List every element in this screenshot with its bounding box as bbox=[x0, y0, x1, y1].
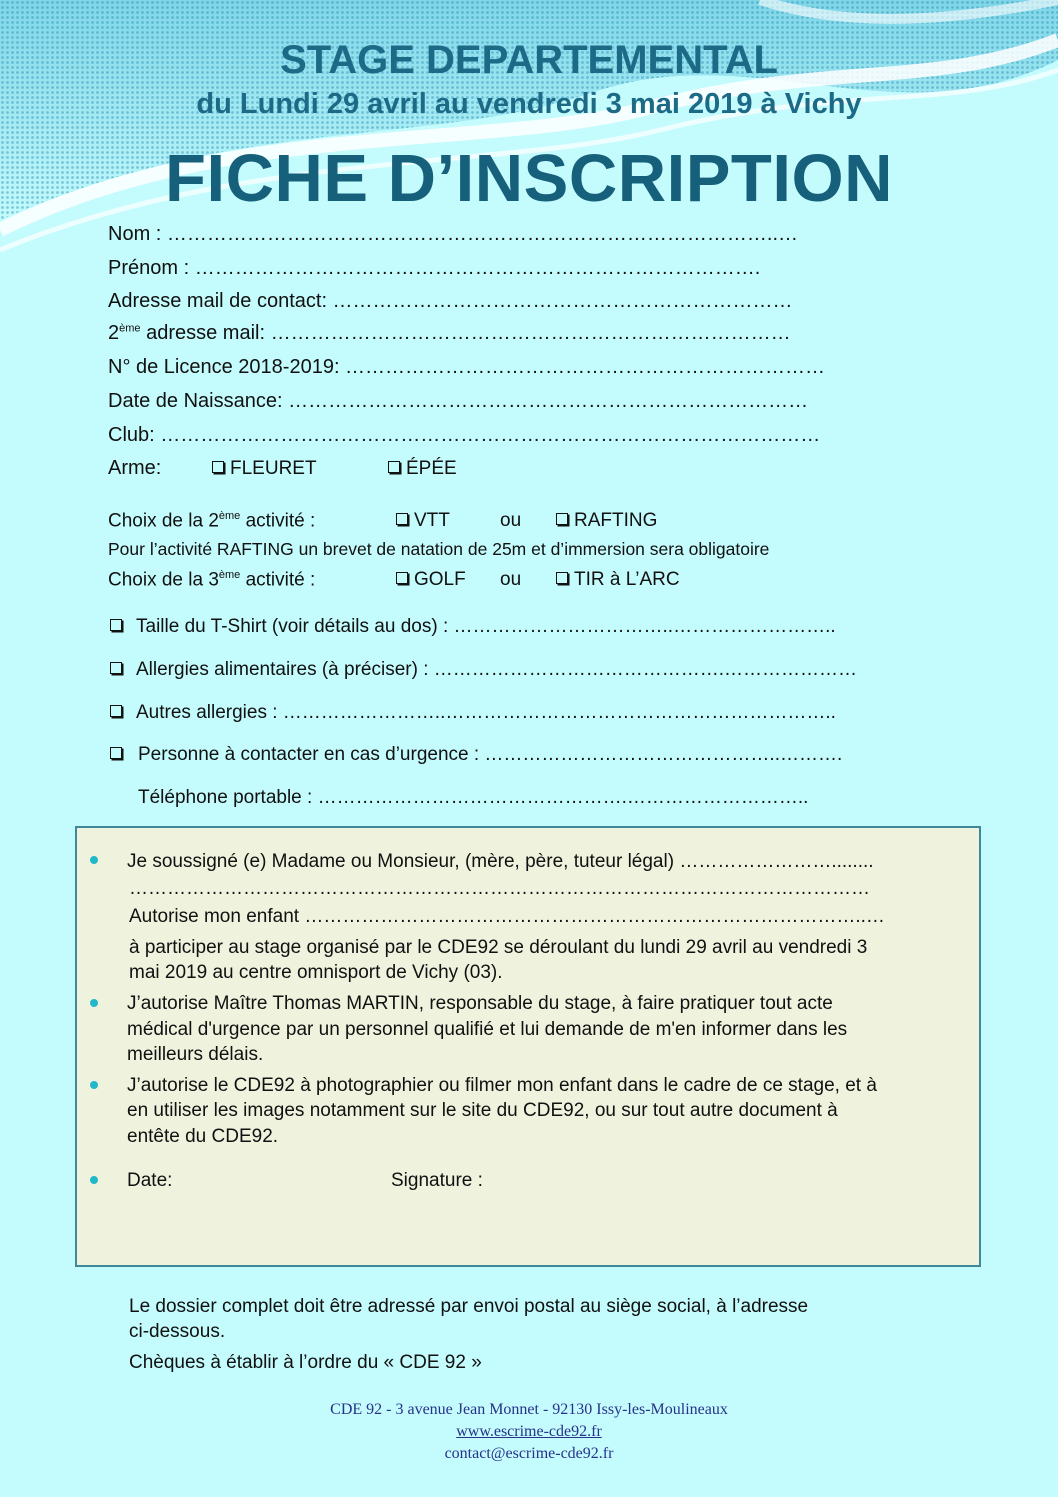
activity3-suffix: activité : bbox=[240, 569, 316, 591]
auth-p2-line1: J’autorise Maître Thomas MARTIN, responsable du stage, à faire pratiquer tout acte bbox=[127, 993, 833, 1014]
auth-p1-line3[interactable]: Autorise mon enfant ……………………………………………………………………………..… bbox=[129, 906, 885, 927]
checkbox-icon bbox=[396, 572, 408, 584]
checkbox-icon bbox=[212, 461, 224, 473]
email2-prefix: 2 bbox=[108, 322, 120, 344]
club-field[interactable]: Club: ……………………………………………………………………………………… bbox=[108, 424, 821, 446]
closing-line2: ci-dessous. bbox=[129, 1321, 226, 1342]
auth-p1-line2[interactable]: ……………………………………………………………………………………………………… bbox=[129, 878, 870, 899]
checkbox-icon bbox=[556, 513, 568, 525]
auth-p1-line4: à participer au stage organisé par le CDE92 se déroulant du lundi 29 avril au vendredi 3 bbox=[129, 937, 868, 958]
activity3-prefix: Choix de la 3 bbox=[108, 569, 219, 591]
autres-allergies-label: Autres allergies : ……………………..…………………………………………………….. bbox=[136, 702, 836, 723]
stage-title: STAGE DEPARTEMENTAL bbox=[280, 38, 778, 82]
bullet-icon bbox=[90, 1176, 98, 1184]
auth-p1-line1[interactable]: Je soussigné (e) Madame ou Monsieur, (mère, père, tuteur légal) ……………………........ bbox=[127, 851, 874, 872]
email-field[interactable]: Adresse mail de contact: …………………………………………………………… bbox=[108, 290, 793, 312]
checkbox-icon bbox=[110, 705, 122, 717]
auth-p3-line3: entête du CDE92. bbox=[127, 1126, 279, 1147]
signature-field[interactable]: Signature : bbox=[391, 1170, 483, 1191]
checkbox-icon bbox=[396, 513, 408, 525]
urgence-contact-label: Personne à contacter en cas d’urgence : ………………………………………..………. bbox=[138, 744, 843, 765]
licence-field[interactable]: N° de Licence 2018-2019: ……………………………………………………………… bbox=[108, 356, 826, 378]
auth-p1-line5: mai 2019 au centre omnisport de Vichy (03). bbox=[129, 962, 503, 983]
activity3-golf-checkbox[interactable] bbox=[396, 569, 466, 591]
naissance-field[interactable]: Date de Naissance: …………………………………………………………………… bbox=[108, 390, 809, 412]
checkbox-icon bbox=[556, 572, 568, 584]
activity2-prefix: Choix de la 2 bbox=[108, 510, 219, 532]
bullet-icon bbox=[90, 999, 98, 1007]
auth-p2-line3: meilleurs délais. bbox=[127, 1044, 264, 1065]
activity3-ou: ou bbox=[500, 569, 522, 590]
allergies-alimentaires-field[interactable] bbox=[110, 659, 857, 681]
footer-email-link[interactable]: contact@escrime-cde92.fr bbox=[444, 1445, 614, 1462]
urgence-contact-field[interactable] bbox=[110, 744, 842, 766]
checkbox-icon bbox=[110, 662, 122, 674]
email2-sup: ème bbox=[119, 322, 141, 335]
activity3-tir-arc-label: TIR à L’ARC bbox=[574, 569, 680, 590]
footer-website-link[interactable]: www.escrime-cde92.fr bbox=[456, 1423, 602, 1440]
checkbox-icon bbox=[110, 619, 122, 631]
activity3-sup: ème bbox=[218, 569, 241, 581]
email2-rest: adresse mail: …………………………………………………………………… bbox=[140, 322, 791, 344]
email2-field[interactable] bbox=[108, 322, 791, 345]
activity2-sup: ème bbox=[218, 510, 241, 522]
tshirt-field[interactable] bbox=[110, 616, 836, 638]
arme-epee-label: ÉPÉE bbox=[406, 458, 457, 479]
activity3-golf-label: GOLF bbox=[414, 569, 466, 590]
activity3-label bbox=[108, 569, 315, 591]
auth-p2-line2: médical d'urgence par un personnel qualifié et lui demande de m'en informer dans les bbox=[127, 1019, 848, 1040]
stage-dates: du Lundi 29 avril au vendredi 3 mai 2019 à Vichy bbox=[196, 88, 862, 120]
checkbox-icon bbox=[388, 461, 400, 473]
tshirt-label: Taille du T-Shirt (voir détails au dos) : ……………………………..…………………….. bbox=[136, 616, 836, 637]
rafting-note: Pour l’activité RAFTING un brevet de natation de 25m et d’immersion sera obligatoire bbox=[108, 539, 770, 559]
bullet-icon bbox=[90, 856, 98, 864]
allergies-alimentaires-label: Allergies alimentaires (à préciser) : ……………………………………….………………… bbox=[136, 659, 858, 680]
checkbox-icon bbox=[110, 747, 122, 759]
prenom-field[interactable]: Prénom : …………………………………………………………………………. bbox=[108, 257, 761, 279]
date-field[interactable]: Date: bbox=[127, 1170, 173, 1191]
activity2-label bbox=[108, 510, 315, 532]
activity2-rafting-label: RAFTING bbox=[574, 510, 658, 531]
nom-field[interactable]: Nom : ………………………………………………………………………………..… bbox=[108, 223, 799, 245]
autres-allergies-field[interactable] bbox=[110, 702, 836, 724]
activity2-ou: ou bbox=[500, 510, 522, 531]
arme-fleuret-checkbox[interactable] bbox=[212, 458, 317, 480]
form-title: FICHE D’INSCRIPTION bbox=[165, 141, 893, 216]
closing-line1: Le dossier complet doit être adressé par envoi postal au siège social, à l’adresse bbox=[129, 1296, 809, 1317]
closing-line3: Chèques à établir à l’ordre du « CDE 92 » bbox=[129, 1352, 482, 1373]
auth-p3-line1: J’autorise le CDE92 à photographier ou filmer mon enfant dans le cadre de ce stage, et à bbox=[127, 1075, 877, 1096]
activity2-suffix: activité : bbox=[240, 510, 316, 532]
arme-fleuret-label: FLEURET bbox=[230, 458, 317, 479]
activity2-rafting-checkbox[interactable] bbox=[556, 510, 657, 532]
telephone-field[interactable]: Téléphone portable : ………………………………………….……………………….. bbox=[138, 787, 809, 808]
arme-epee-checkbox[interactable] bbox=[388, 458, 457, 480]
auth-p3-line2: en utiliser les images notamment sur le site du CDE92, ou sur tout autre document à bbox=[127, 1100, 838, 1121]
activity2-vtt-checkbox[interactable] bbox=[396, 510, 450, 532]
footer-address: CDE 92 - 3 avenue Jean Monnet - 92130 Issy-les-Moulineaux bbox=[330, 1401, 728, 1418]
activity2-vtt-label: VTT bbox=[414, 510, 450, 531]
bullet-icon bbox=[90, 1081, 98, 1089]
activity3-tir-arc-checkbox[interactable] bbox=[556, 569, 680, 591]
arme-label: Arme: bbox=[108, 457, 162, 479]
